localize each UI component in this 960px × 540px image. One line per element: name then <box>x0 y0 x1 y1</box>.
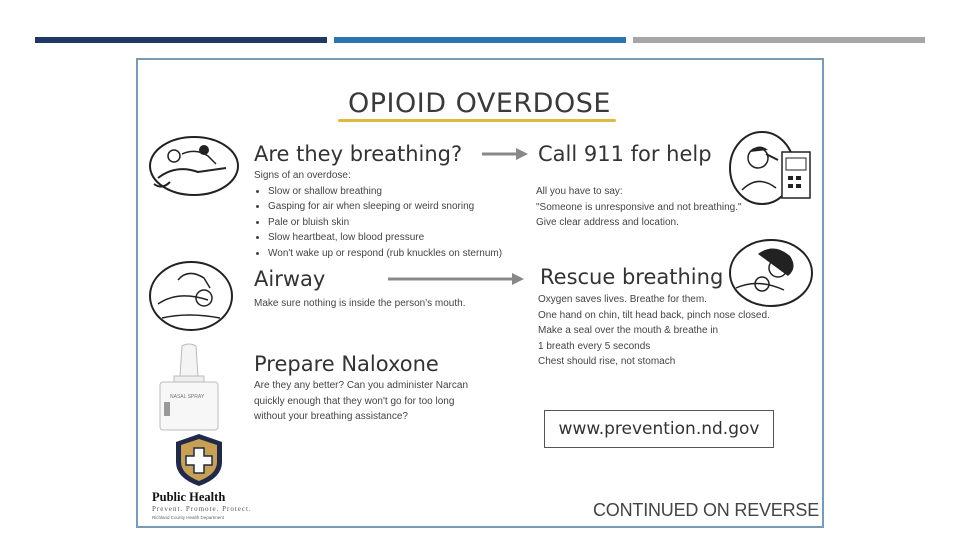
website-link[interactable]: www.prevention.nd.gov <box>544 410 774 448</box>
rescue-line: Make a seal over the mouth & breathe in <box>538 325 719 336</box>
airway-text: Make sure nothing is inside the person's mouth. <box>254 298 466 309</box>
accent-bar-navy <box>35 37 327 43</box>
breathing-heading: Are they breathing? <box>254 142 463 166</box>
call-line: "Someone is unresponsive and not breathing." <box>536 201 742 213</box>
naloxone-line: without your breathing assistance? <box>254 411 408 422</box>
sign-item: • Gasping for air when sleeping or weird snoring <box>268 199 524 215</box>
rescue-line: 1 breath every 5 seconds <box>538 340 651 352</box>
naloxone-heading: Prepare Naloxone <box>254 352 439 376</box>
sign-item: • Won't wake up or respond (rub knuckles on sternum) <box>268 246 524 262</box>
sign-item: • Slow heartbeat, low blood pressure <box>268 230 524 246</box>
signs-list <box>254 184 524 262</box>
card-title: OPIOID OVERDOSE <box>348 88 611 119</box>
logo-tagline: Prevent. Promote. Protect. <box>152 505 252 513</box>
call-line: Give clear address and location. <box>536 217 679 228</box>
call-heading: Call 911 for help <box>538 142 712 166</box>
naloxone-line: Are they any better? Can you administer Narcan <box>254 380 468 391</box>
rescue-body <box>538 292 788 370</box>
accent-bar-blue <box>334 37 626 43</box>
title-underline <box>338 119 616 122</box>
arrow-right-icon <box>388 273 524 285</box>
logo-dept: Richland County Health Department <box>152 515 225 520</box>
person-on-ground-icon <box>146 134 242 198</box>
continued-notice: CONTINUED ON REVERSE <box>593 500 820 520</box>
naloxone-body <box>254 378 524 425</box>
call-line: All you have to say: <box>536 186 623 197</box>
rescue-heading: Rescue breathing <box>540 265 724 289</box>
signs-intro: Signs of an overdose: <box>254 170 351 181</box>
rescue-line: Oxygen saves lives. Breathe for them. <box>538 294 707 305</box>
logo-name: Public Health <box>152 490 226 504</box>
sign-item: • Slow or shallow breathing <box>268 184 524 200</box>
nasal-spray-icon <box>156 342 222 434</box>
arrow-right-icon <box>482 148 528 160</box>
naloxone-line: quickly enough that they won't go for too long <box>254 395 455 407</box>
rescue-line: Chest should rise, not stomach <box>538 356 676 367</box>
call-body <box>536 184 776 231</box>
public-health-shield-icon <box>172 432 226 488</box>
accent-bar-gray <box>633 37 925 43</box>
breathing-body <box>254 168 524 261</box>
airway-heading: Airway <box>254 267 326 291</box>
device-label: NASAL SPRAY <box>170 394 205 400</box>
airway-head-icon <box>148 260 234 332</box>
overdose-card <box>136 58 824 528</box>
rescue-line: One hand on chin, tilt head back, pinch nose closed. <box>538 309 770 321</box>
sign-item: • Pale or bluish skin <box>268 215 524 231</box>
